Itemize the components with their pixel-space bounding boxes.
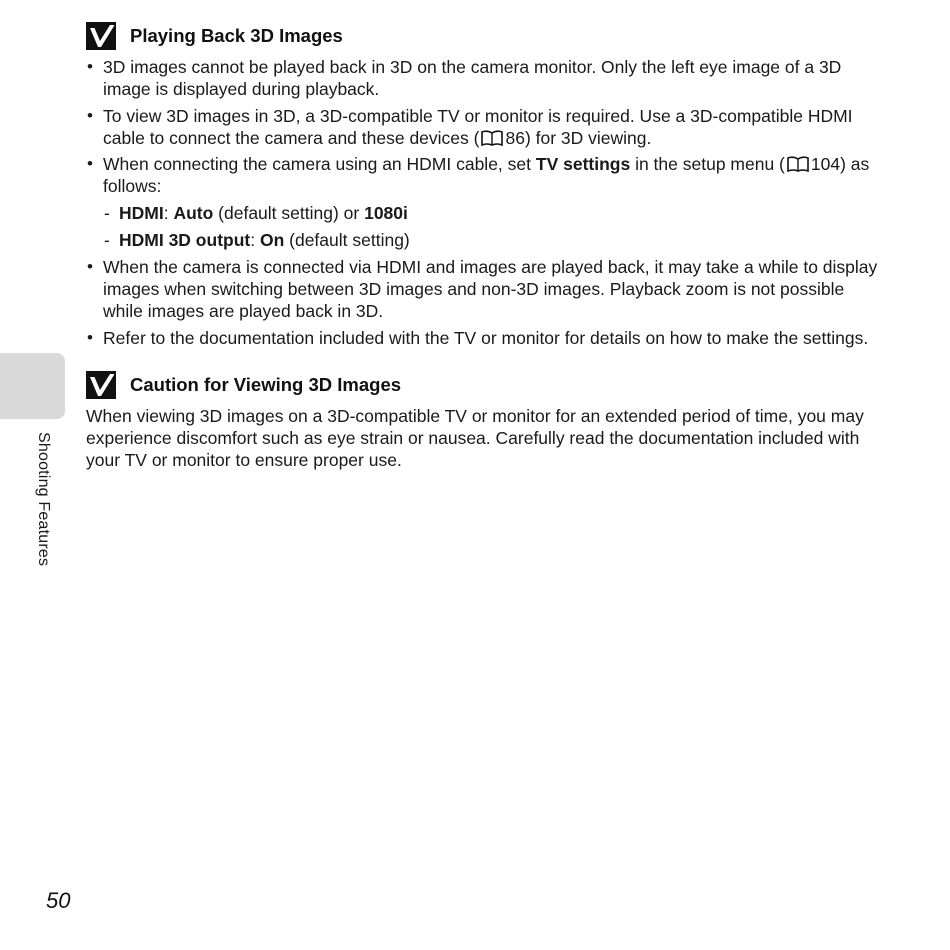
bullet-item (86, 327, 886, 349)
bullet-list (86, 56, 886, 349)
section-heading-text: Playing Back 3D Images (130, 25, 343, 46)
sub-list (103, 202, 886, 251)
page-reference-number[interactable]: 86 (505, 127, 525, 148)
setting-key: HDMI (119, 203, 164, 223)
bullet-item (86, 153, 886, 251)
section-caution (86, 369, 886, 471)
bullet-text: in the setup menu ( (630, 154, 785, 174)
section-side-tab (0, 353, 65, 419)
bullet-item (86, 56, 886, 100)
sub-item-hdmi-3d-output (103, 229, 886, 251)
bullet-item (86, 256, 886, 322)
bullet-text: To view 3D images in 3D, a 3D-compatible TV or monitor is required. Use a 3D-compatible HDMI cable to connect the camera and these devices ( (103, 105, 853, 148)
section-side-label: Shooting Features (35, 432, 52, 567)
bullet-text: When the camera is connected via HDMI and images are played back, it may take a while to display images when switching between 3D images and non-3D images. Playback zoom is not possible while images are played back in 3D. (103, 257, 878, 321)
section-heading-playing-back (86, 20, 886, 52)
separator: : (250, 230, 260, 250)
bullet-text: Refer to the documentation included with the TV or monitor for details on how to make the settings. (103, 327, 869, 348)
setting-note: (default setting) (284, 230, 410, 250)
section-heading-caution (86, 369, 886, 401)
setting-key: HDMI 3D output (119, 230, 251, 250)
page-content (86, 20, 886, 471)
bullet-text: 3D images cannot be played back in 3D on the camera monitor. Only the left eye image of a 3D image is displayed during playback. (103, 57, 842, 99)
bullet-item (86, 105, 886, 149)
page-number: 50 (46, 888, 71, 913)
setting-note: (default setting) or (213, 203, 365, 223)
setting-alt-value: 1080i (364, 203, 408, 223)
section-playing-back-3d (86, 20, 886, 349)
separator: : (163, 203, 174, 223)
caution-paragraph: When viewing 3D images on a 3D-compatible TV or monitor for an extended period of time, you may experience discomfort such as eye strain or nausea. Carefully read the documentation included with your TV or monitor to ensure proper use. (86, 405, 864, 470)
section-heading-text: Caution for Viewing 3D Images (130, 373, 402, 395)
check-icon (86, 22, 116, 50)
page-reference-icon (786, 156, 810, 172)
bullet-text: When connecting the camera using an HDMI cable, set (103, 154, 536, 174)
page-reference-icon (480, 130, 504, 146)
bullet-text: ) as follows: (103, 154, 870, 196)
setting-value: Auto (173, 203, 214, 223)
setting-value: On (259, 230, 285, 250)
bullet-text: ) for 3D viewing. (524, 127, 652, 148)
page-reference-number[interactable]: 104 (810, 154, 841, 174)
check-icon (86, 371, 116, 399)
setting-name-tv-settings: TV settings (535, 154, 631, 174)
sub-item-hdmi (103, 202, 886, 224)
